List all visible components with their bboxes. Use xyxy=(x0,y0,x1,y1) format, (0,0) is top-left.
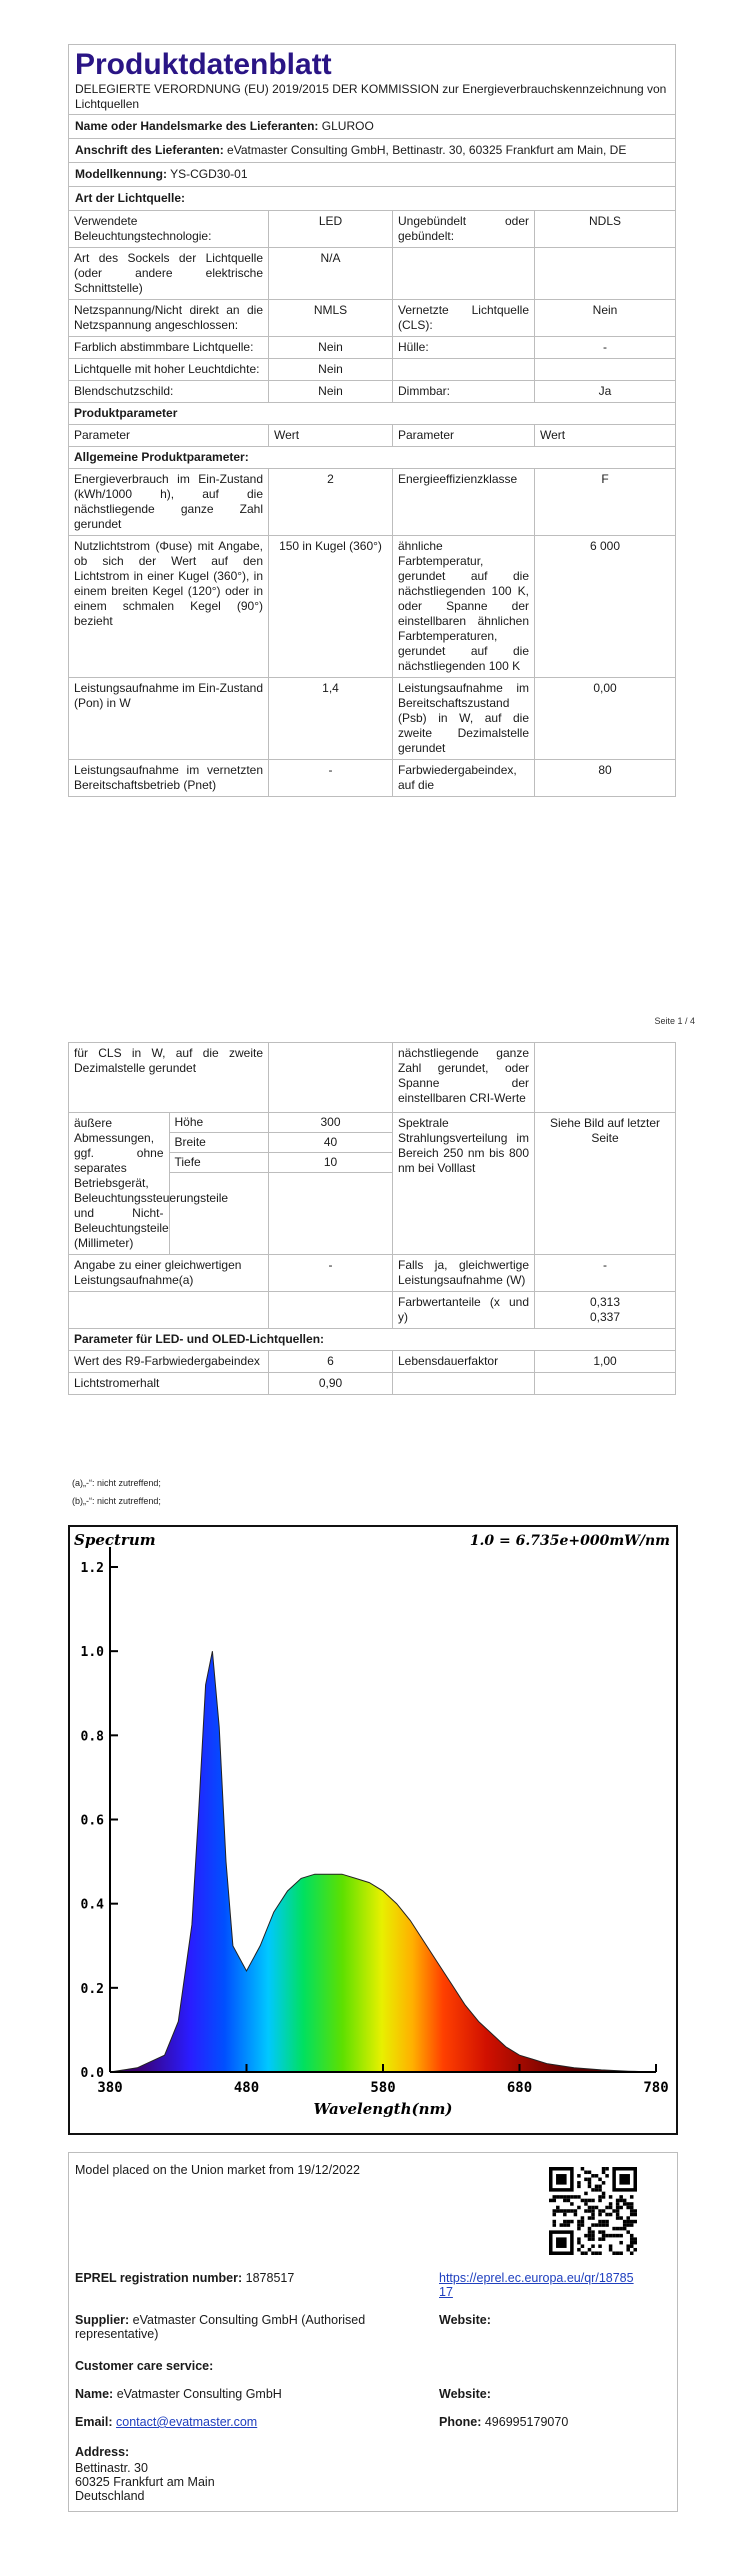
y-tick-label: 1.2 xyxy=(80,1561,104,1576)
params-continued-table xyxy=(68,1042,676,1395)
chart-annotation: 1.0 = 6.735e+000mW/nm xyxy=(469,1533,670,1549)
regulation-text: DELEGIERTE VERORDNUNG (EU) 2019/2015 DER KOMMISSION zur Energieverbrauchskennzeichnung von Lichtquellen xyxy=(75,82,667,111)
chroma-values xyxy=(535,1292,676,1329)
maint-label: Lichtstromerhalt xyxy=(69,1373,269,1395)
type-value: Nein xyxy=(269,381,393,403)
chroma-y: 0,337 xyxy=(589,1310,621,1324)
eprel-row xyxy=(75,2271,294,2285)
param-value: F xyxy=(535,469,676,536)
type-label: Netzspannung/Nicht direkt an die Netzspannung angeschlossen: xyxy=(69,300,269,337)
type-table xyxy=(68,210,676,403)
address-line-3: Deutschland xyxy=(75,2489,145,2503)
col-header-value-2: Wert xyxy=(535,425,676,447)
footnote-b: (b)„-“: nicht zutreffend; xyxy=(72,1496,161,1506)
maint-value: 0,90 xyxy=(269,1373,393,1395)
address-row xyxy=(69,139,675,163)
footnote-a: (a)„-“: nicht zutreffend; xyxy=(72,1478,161,1488)
model-value: YS-CGD30-01 xyxy=(170,167,248,181)
supplier-label: Supplier: xyxy=(75,2313,130,2327)
type-label: Blendschutzschild: xyxy=(69,381,269,403)
led-params-heading: Parameter für LED- und OLED-Lichtquellen: xyxy=(69,1329,676,1351)
name-label: Name: xyxy=(75,2387,114,2401)
type-label xyxy=(393,248,535,300)
spectrum-svg xyxy=(70,1527,676,2133)
y-tick-label: 0.8 xyxy=(80,1729,104,1745)
model-label: Modellkennung: xyxy=(75,167,167,181)
param-row xyxy=(69,678,676,760)
name-row xyxy=(75,2387,282,2401)
spectrum-area xyxy=(110,1651,656,2072)
y-tick-label: 0.4 xyxy=(80,1897,104,1913)
type-label: Farblich abstimmbare Lichtquelle: xyxy=(69,337,269,359)
param-value: 2 xyxy=(269,469,393,536)
spectral-value: Siehe Bild auf letzter Seite xyxy=(535,1113,676,1255)
page-break xyxy=(0,1016,743,1034)
email-row xyxy=(75,2415,257,2429)
life-label: Lebensdauerfaktor xyxy=(393,1351,535,1373)
type-row xyxy=(69,359,676,381)
type-row xyxy=(69,381,676,403)
equiv2-value: - xyxy=(535,1255,676,1292)
param-value: 6 000 xyxy=(535,536,676,678)
r9-label: Wert des R9-Farbwiedergabeindex xyxy=(69,1351,269,1373)
param-value: 0,00 xyxy=(535,678,676,760)
r9-value: 6 xyxy=(269,1351,393,1373)
trademark-label: Name oder Handelsmarke des Lieferanten: xyxy=(75,119,319,133)
model-row xyxy=(69,163,675,187)
title-row xyxy=(69,45,675,115)
param-label: Energieverbrauch im Ein-Zustand (kWh/1000 h), auf die nächstliegende ganze Zahl gerundet xyxy=(69,469,269,536)
col-header-value: Wert xyxy=(269,425,393,447)
chroma-x: 0,313 xyxy=(589,1295,621,1309)
type-value: - xyxy=(535,337,676,359)
qr-code-icon[interactable] xyxy=(549,2167,637,2255)
spectral-label: Spektrale Strahlungsverteilung im Bereich 250 nm bis 800 nm bei Volllast xyxy=(393,1113,535,1255)
x-tick-label: 780 xyxy=(643,2080,669,2096)
phone-value: 496995179070 xyxy=(484,2415,569,2429)
type-value: Nein xyxy=(269,359,393,381)
type-value: Nein xyxy=(269,337,393,359)
dims-label: äußere Abmessungen, ggf. ohne separates Betriebsgerät, Beleuchtungssteuerungsteile und Nicht-Beleuchtungsteile (Millimeter) xyxy=(69,1113,169,1254)
col-header-param-2: Parameter xyxy=(393,425,535,447)
param-label: Nutzlichtstrom (Φuse) mit Angabe, ob sich der Wert auf den Lichtstrom in einer Kugel (360°), in einem breiten Kegel (120°) oder in einem schmalen Kegel (90°) bezieht xyxy=(69,536,269,678)
param-label: Farbwiedergabeindex, auf die xyxy=(393,760,535,797)
address-label-card: Address: xyxy=(75,2445,130,2459)
type-label xyxy=(393,359,535,381)
page-title: Produktdatenblatt xyxy=(75,48,332,81)
type-row xyxy=(69,211,676,248)
y-tick-label: 0.6 xyxy=(80,1813,104,1829)
param-value: 1,4 xyxy=(269,678,393,760)
dim-value: 40 xyxy=(269,1133,392,1153)
supplier-value: eVatmaster Consulting GmbH (Authorised representative) xyxy=(75,2313,366,2341)
type-value: LED xyxy=(269,211,393,248)
product-params-heading: Produktparameter xyxy=(69,403,676,425)
type-label: Hülle: xyxy=(393,337,535,359)
x-tick-label: 380 xyxy=(97,2080,123,2096)
dim-name: Höhe xyxy=(170,1113,269,1133)
param-value: 150 in Kugel (360°) xyxy=(269,536,393,678)
col-header-param: Parameter xyxy=(69,425,269,447)
trademark-value: GLUROO xyxy=(321,119,374,133)
type-label: Lichtquelle mit hoher Leuchtdichte: xyxy=(69,359,269,381)
type-value xyxy=(535,359,676,381)
trademark-row xyxy=(69,115,675,139)
type-value: NMLS xyxy=(269,300,393,337)
eprel-label: EPREL registration number: xyxy=(75,2271,243,2285)
supplier-row xyxy=(75,2313,415,2341)
param-label: Leistungsaufnahme im Ein-Zustand (Pon) in W xyxy=(69,678,269,760)
product-params-table xyxy=(68,402,676,797)
chroma-label: Farbwertanteile (x und y) xyxy=(393,1292,535,1329)
email-link[interactable]: contact@evatmaster.com xyxy=(116,2415,258,2429)
type-value: Ja xyxy=(535,381,676,403)
param-label: Energieeffizienzklasse xyxy=(393,469,535,536)
website-label: Website: xyxy=(439,2313,491,2327)
param-label: Leistungsaufnahme im Bereitschaftszustand (Psb) in W, auf die zweite Dezimalstelle gerundet xyxy=(393,678,535,760)
cri-continued: nächstliegende ganze Zahl gerundet, oder Spanne der einstellbaren CRI-Werte xyxy=(393,1043,535,1113)
param-row xyxy=(69,469,676,536)
address-label: Anschrift des Lieferanten: xyxy=(75,143,224,157)
equiv-value: - xyxy=(269,1255,393,1292)
equiv-label: Angabe zu einer gleichwertigen Leistungsaufnahme(a) xyxy=(69,1255,269,1292)
dim-name: Tiefe xyxy=(170,1153,269,1173)
type-value: NDLS xyxy=(535,211,676,248)
param-row xyxy=(69,760,676,797)
param-label: Leistungsaufnahme im vernetzten Bereitschaftsbetrieb (Pnet) xyxy=(69,760,269,797)
type-label: Vernetzte Lichtquelle (CLS): xyxy=(393,300,535,337)
type-value xyxy=(535,248,676,300)
type-row xyxy=(69,337,676,359)
page-number: Seite 1 / 4 xyxy=(654,1016,695,1026)
datasheet-page-2 xyxy=(68,1042,676,1395)
general-params-heading: Allgemeine Produktparameter: xyxy=(69,447,676,469)
pnet-continued: für CLS in W, auf die zweite Dezimalstelle gerundet xyxy=(69,1043,269,1113)
param-label: ähnliche Farbtemperatur, gerundet auf die nächstliegenden 100 K, oder Spanne der einstellbaren ähnlichen Farbtemperaturen, gerundet auf die nächstliegenden 100 K xyxy=(393,536,535,678)
datasheet-page-1 xyxy=(68,44,676,797)
param-value: - xyxy=(269,760,393,797)
website2-label: Website: xyxy=(439,2387,491,2401)
dim-value: 10 xyxy=(269,1153,392,1173)
eu-product-card xyxy=(68,2152,678,2512)
y-tick-label: 1.0 xyxy=(80,1645,104,1661)
eprel-value: 1878517 xyxy=(245,2271,295,2285)
x-tick-label: 580 xyxy=(370,2080,396,2096)
eprel-link[interactable]: https://eprel.ec.europa.eu/qr/1878517 xyxy=(439,2271,634,2299)
type-row xyxy=(69,300,676,337)
address-line-2: 60325 Frankfurt am Main xyxy=(75,2475,215,2489)
x-axis-label: Wavelength(nm) xyxy=(313,2100,453,2118)
type-row xyxy=(69,248,676,300)
y-tick-label: 0.2 xyxy=(80,1981,104,1997)
dim-name: Breite xyxy=(170,1133,269,1153)
x-tick-label: 680 xyxy=(506,2080,533,2096)
email-label: Email: xyxy=(75,2415,113,2429)
x-tick-label: 480 xyxy=(233,2080,260,2096)
chart-title: Spectrum xyxy=(74,1531,156,1549)
customer-care-label: Customer care service: xyxy=(75,2359,214,2373)
type-value: N/A xyxy=(269,248,393,300)
type-label: Art des Sockels der Lichtquelle (oder andere elektrische Schnittstelle) xyxy=(69,248,269,300)
dim-value: 300 xyxy=(269,1113,392,1133)
spectrum-chart xyxy=(68,1525,678,2135)
phone-row xyxy=(439,2415,568,2429)
type-label: Verwendete Beleuchtungstechnologie: xyxy=(69,211,269,248)
address-lines xyxy=(75,2461,215,2503)
name-value: eVatmaster Consulting GmbH xyxy=(116,2387,282,2401)
address-line-1: Bettinastr. 30 xyxy=(75,2461,148,2475)
type-label: Dimmbar: xyxy=(393,381,535,403)
type-value: Nein xyxy=(535,300,676,337)
address-value: eVatmaster Consulting GmbH, Bettinastr. 30, 60325 Frankfurt am Main, DE xyxy=(227,143,627,157)
equiv2-label: Falls ja, gleichwertige Leistungsaufnahme (W) xyxy=(393,1255,535,1292)
life-value: 1,00 xyxy=(535,1351,676,1373)
phone-label: Phone: xyxy=(439,2415,482,2429)
param-value: 80 xyxy=(535,760,676,797)
param-row xyxy=(69,536,676,678)
type-label: Ungebündelt oder gebündelt: xyxy=(393,211,535,248)
placed-on-market: Model placed on the Union market from 19/12/2022 xyxy=(75,2163,360,2177)
y-tick-label: 0.0 xyxy=(80,2066,104,2081)
light-source-type-heading: Art der Lichtquelle: xyxy=(69,187,675,211)
